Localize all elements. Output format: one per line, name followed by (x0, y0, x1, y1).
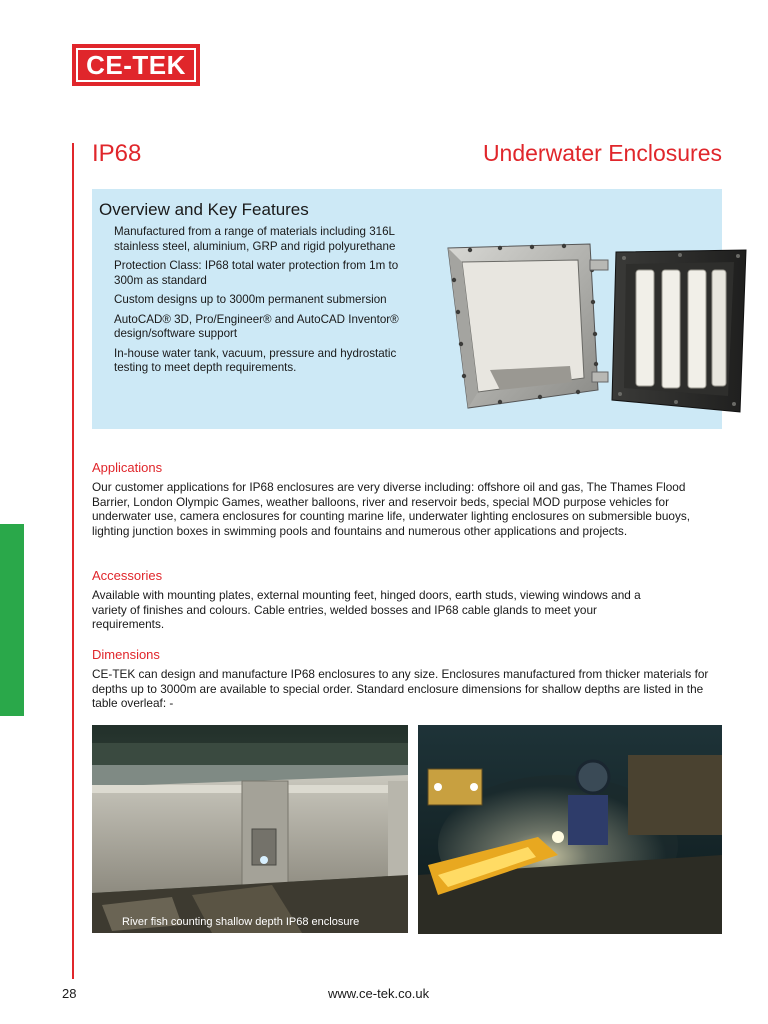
overview-heading: Overview and Key Features (99, 200, 309, 219)
feature-item: Protection Class: IP68 total water protection from 1m to 300m as standard (114, 259, 399, 287)
accessories-text: Available with mounting plates, external mounting feet, hinged doors, earth studs, viewing windows and a variety of finishes and colours. Cable entries, welded bosses and IP68 cable glands to meet your requirements. (92, 588, 641, 632)
side-section-tab (0, 524, 24, 716)
website-link[interactable]: www.ce-tek.co.uk (328, 986, 430, 1001)
left-accent-rule (72, 143, 74, 979)
dimensions-heading: Dimensions (92, 647, 160, 662)
logo-text: CE-TEK (86, 49, 186, 80)
dimensions-text: CE-TEK can design and manufacture IP68 enclosures to any size. Enclosures manufactured from thicker materials for depths up to 3000m are available to special order. Standard enclosure dimensions for shallow depths are listed in the table overleaf: - (92, 667, 709, 711)
feature-item: Manufactured from a range of materials including 316L stainless steel, aluminium, GRP and rigid polyurethane (114, 225, 396, 253)
page-title: IP68 (92, 140, 142, 167)
applications-heading: Applications (92, 460, 163, 475)
underwater-rov-photo (418, 725, 722, 934)
applications-text: Our customer applications for IP68 enclosures are very diverse including: offshore oil and gas, The Thames Flood Barrier, London Olympic Games, weather balloons, river and reservoir beds, special MOD purpose vehicles for underwater use, camera enclosures for counting marine life, underwater lighting enclosures on submersible buoys, lighting junction boxes in swimming pools and fountains and numerous other applications and projects. (92, 480, 691, 538)
page-subtitle: Underwater Enclosures (482, 140, 722, 166)
river-enclosure-photo (92, 725, 408, 933)
page-number: 28 (62, 986, 77, 1001)
logo-border (76, 48, 196, 82)
photo-caption: River fish counting shallow depth IP68 enclosure (122, 916, 360, 928)
feature-item: AutoCAD® 3D, Pro/Engineer® and AutoCAD Inventor® design/software support (114, 312, 399, 340)
feature-item: Custom designs up to 3000m permanent submersion (114, 293, 387, 306)
accessories-heading: Accessories (92, 568, 163, 583)
features-list (114, 225, 430, 381)
ce-tek-logo (72, 44, 200, 86)
feature-item: In-house water tank, vacuum, pressure and hydrostatic testing to meet depth requirements. (114, 346, 397, 374)
enclosure-product-image (440, 240, 750, 420)
